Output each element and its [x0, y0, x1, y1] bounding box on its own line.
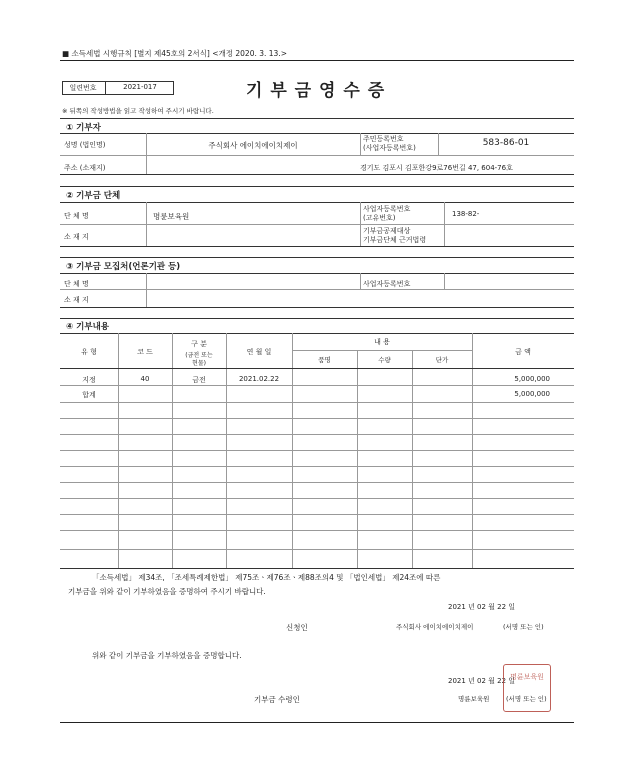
donor-address-value: 경기도 김포시 김포한강9로76번길 47, 604-76호 [360, 164, 513, 172]
col-kind-header: 구 분 [191, 340, 207, 348]
col-item-header: 품명 [318, 356, 331, 364]
col-qty-header: 수량 [378, 356, 391, 364]
col-kind-sub-1: (금전 또는 [185, 352, 213, 359]
row-amount: 5,000,000 [514, 390, 550, 398]
instruction-note: ※ 뒤쪽의 작성방법을 읽고 작성하여 주시기 바랍니다. [62, 107, 214, 115]
applicant-label: 신청인 [286, 623, 308, 632]
serial-label: 일련번호 [69, 84, 97, 92]
request-date: 2021 년 02 월 22 일 [448, 603, 516, 611]
form-reference: ■ 소득세법 시행규칙 [별지 제45호의 2서식] <개정 2020. 3. 13.> [62, 49, 287, 58]
section2-heading: ② 기부금 단체 [66, 191, 121, 201]
header-rule [60, 60, 574, 61]
section3-heading: ③ 기부금 모집처(언론기관 등) [66, 262, 181, 272]
org-location-label: 소 재 지 [64, 233, 89, 241]
donor-name-value: 주식회사 에이치에이치제이 [208, 141, 298, 150]
recipient-sign: (서명 또는 인) [506, 695, 547, 703]
serial-box [62, 81, 174, 95]
row-type: 합계 [82, 391, 96, 399]
document-title: 기 부 금 영 수 증 [246, 81, 386, 101]
col-kind-sub-2: 현물) [192, 360, 206, 367]
collector-reg-label: 사업자등록번호 [363, 280, 411, 288]
footer-rule [60, 722, 574, 723]
org-basis-label-2: 기부금단체 근거법령 [363, 236, 427, 244]
row-code: 40 [140, 375, 150, 383]
serial-value: 2021-017 [123, 83, 157, 91]
col-price-header: 단가 [435, 356, 449, 364]
certify-statement: 위와 같이 기부금을 기부하였음을 증명합니다. [92, 651, 242, 660]
col-type-header: 유 형 [81, 348, 97, 356]
org-reg-label-2: (고유번호) [363, 214, 396, 222]
applicant-sign: (서명 또는 인) [503, 623, 544, 631]
collector-location-label: 소 재 지 [64, 296, 89, 304]
row-type: 지정 [82, 376, 96, 384]
legal-line-2: 기부금을 위와 같이 기부하였음을 증명하여 주시기 바랍니다. [68, 587, 266, 596]
legal-line-1: 「소득세법」 제34조, 「조세특례제한법」 제75조ㆍ제76조ㆍ제88조의4 및 「법인세법」 제24조에 따른 [92, 573, 441, 582]
org-name-value: 명륜보육원 [153, 212, 190, 221]
col-date-header: 연 월 일 [246, 348, 272, 356]
section4-heading: ④ 기부내용 [66, 322, 110, 332]
row-date: 2021.02.22 [238, 375, 280, 383]
col-code-header: 코 드 [137, 348, 153, 356]
section1-heading: ① 기부자 [66, 123, 101, 133]
org-basis-label-1: 기부금공제대상 [363, 227, 411, 235]
org-reg-label-1: 사업자등록번호 [363, 205, 411, 213]
org-name-label: 단 체 명 [64, 212, 89, 220]
row-amount: 5,000,000 [514, 375, 550, 383]
seal-text: 명륜보육원 [510, 673, 544, 681]
donor-address-label: 주소 (소재지) [64, 164, 106, 172]
donor-id-label-1: 주민등록번호 [363, 135, 404, 143]
col-amount-header: 금 액 [515, 348, 531, 356]
donor-id-value: 583-86-01 [482, 138, 530, 148]
col-content-header: 내 용 [374, 338, 390, 346]
applicant-name: 주식회사 에이치에이치제이 [396, 623, 474, 631]
row-kind: 금전 [192, 376, 206, 384]
collector-name-label: 단 체 명 [64, 280, 89, 288]
org-reg-value: 138-82- [452, 210, 480, 218]
recipient-name: 명륜보육원 [458, 695, 490, 703]
certify-date: 2021 년 02 월 22 일 [448, 677, 516, 685]
donor-name-label: 성명 (법인명) [64, 141, 106, 149]
donor-id-label-2: (사업자등록번호) [363, 144, 416, 152]
recipient-label: 기부금 수령인 [254, 695, 300, 704]
organization-seal [503, 664, 551, 712]
